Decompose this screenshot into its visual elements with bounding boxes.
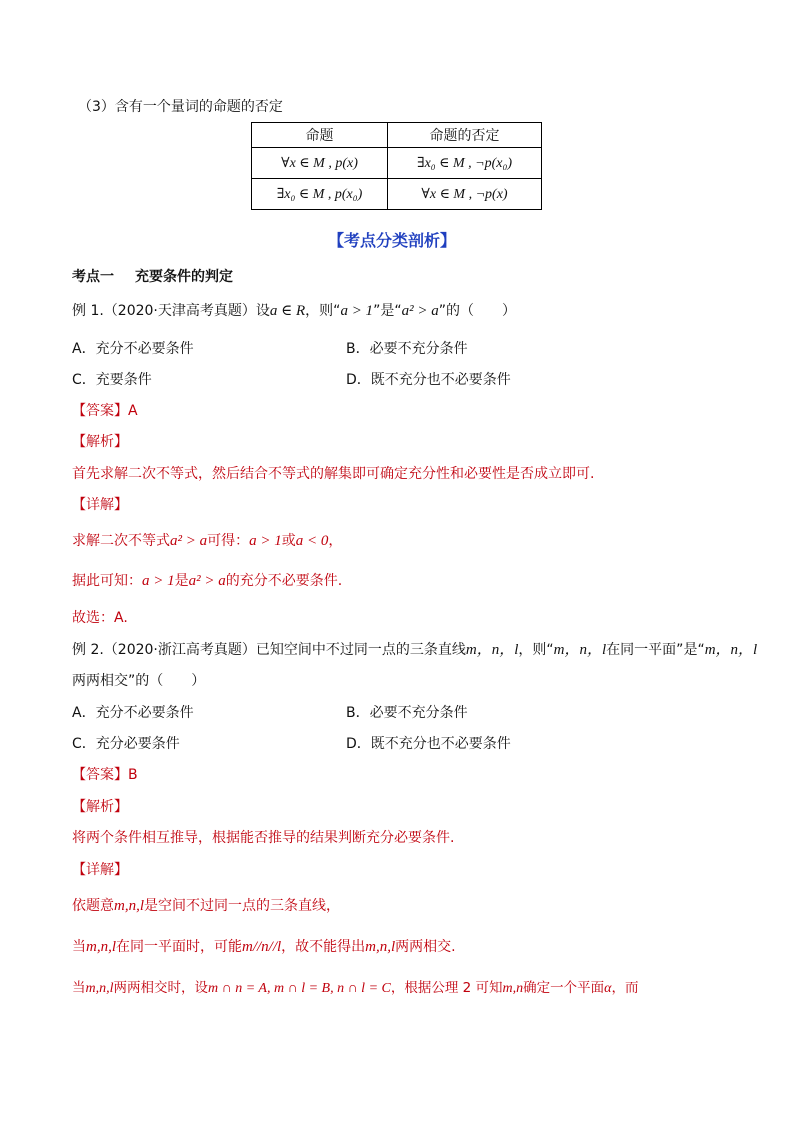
option-d: D．既不充分也不必要条件 — [346, 372, 511, 388]
math: α — [604, 981, 612, 996]
math: m ∩ n = A, m ∩ l = B, n ∩ l = C — [208, 981, 391, 996]
text: 是 — [174, 573, 189, 589]
math: a > 1 — [142, 573, 175, 589]
math: m，n，l — [553, 642, 607, 658]
math: m//n//l — [242, 939, 282, 955]
math: a < 0 — [295, 533, 329, 549]
analysis-label: 【解析】 — [72, 434, 128, 450]
math: m,n,l — [85, 981, 114, 996]
text: 在同一平面”是“ — [606, 642, 705, 658]
text: 或 — [281, 533, 296, 549]
example-1-question — [72, 300, 516, 320]
text: 例 1.（2020·天津高考真题）设 — [72, 303, 270, 319]
text: ，根据公理 2 可知 — [390, 980, 503, 996]
answer-label: 【答案】B — [72, 767, 138, 783]
text: 例 2.（2020·浙江高考真题）已知空间中不过同一点的三条直线 — [72, 642, 466, 658]
text: ”是“ — [373, 303, 402, 319]
text: 当 — [72, 939, 86, 955]
table-row — [252, 179, 542, 210]
detail-label: 【详解】 — [72, 497, 128, 513]
example-2-question — [72, 638, 757, 659]
text: 确定一个平面 — [523, 980, 605, 996]
answer-label: 【答案】A — [72, 403, 138, 419]
detail-line-2 — [72, 570, 342, 590]
text: 的充分不必要条件. — [225, 573, 343, 589]
text: 是空间不过同一点的三条直线， — [144, 898, 340, 914]
analysis-text: 将两个条件相互推导，根据能否推导的结果判断充分必要条件. — [72, 830, 455, 846]
section-title: 【考点分类剖析】 — [328, 231, 457, 250]
text: ”的（ ） — [438, 303, 516, 319]
detail-line-2 — [72, 936, 456, 956]
analysis-label: 【解析】 — [72, 799, 128, 815]
math: m,n,l — [114, 898, 144, 914]
math: a² > a — [170, 533, 208, 549]
text: 两两相交. — [395, 939, 456, 955]
text: ，则“ — [305, 303, 341, 319]
option-d: D．既不充分也不必要条件 — [346, 736, 511, 752]
table-cell: ∀x ∈ M , ¬p(x) — [388, 179, 542, 210]
math: a² > a — [401, 303, 439, 319]
text: ，故不能得出 — [281, 939, 366, 955]
text: 当 — [72, 980, 86, 996]
table-header-row — [252, 123, 542, 148]
math: m,n — [502, 981, 524, 996]
math: m,n,l — [86, 939, 116, 955]
text: ，而 — [611, 980, 639, 996]
math: m，n，l — [465, 642, 519, 658]
kaodian-label: 考点一 — [72, 269, 114, 285]
detail-line-3 — [72, 976, 639, 997]
detail-line-1 — [72, 530, 342, 550]
text: 可得： — [207, 533, 250, 549]
kaodian-title: 充要条件的判定 — [135, 269, 233, 285]
table-header: 命题的否定 — [388, 123, 542, 148]
math: a > 1 — [249, 533, 282, 549]
table-cell: ∃x₀ ∈ M , ¬p(x₀) — [388, 148, 542, 179]
analysis-text: 首先求解二次不等式，然后结合不等式的解集即可确定充分性和必要性是否成立即可. — [72, 466, 595, 482]
option-c: C．充要条件 — [72, 372, 152, 388]
math: a > 1 — [340, 303, 374, 319]
detail-line-1 — [72, 895, 340, 915]
table-header: 命题 — [252, 123, 388, 148]
math: m，n，l — [704, 642, 758, 658]
table-row — [252, 148, 542, 179]
math: m,n,l — [365, 939, 396, 955]
text: 依题意 — [72, 898, 114, 914]
option-b: B．必要不充分条件 — [346, 705, 468, 721]
option-b: B．必要不充分条件 — [346, 341, 468, 357]
text: ， — [328, 533, 343, 549]
table-cell: ∃x₀ ∈ M , p(x₀) — [252, 179, 388, 210]
section-3-heading: （3）含有一个量词的命题的否定 — [78, 99, 283, 115]
math: a² > a — [188, 573, 226, 589]
option-a: A．充分不必要条件 — [72, 705, 194, 721]
option-c: C．充分必要条件 — [72, 736, 180, 752]
text: 两两相交时，设 — [113, 980, 208, 996]
example-2-question-cont: 两两相交”的（ ） — [72, 673, 206, 689]
option-a: A．充分不必要条件 — [72, 341, 194, 357]
text: 据此可知： — [72, 573, 142, 589]
table-cell: ∀x ∈ M , p(x) — [252, 148, 388, 179]
detail-label: 【详解】 — [72, 862, 128, 878]
detail-line-3: 故选：A. — [72, 610, 128, 626]
text: ，则“ — [518, 642, 554, 658]
quantifier-negation-table — [251, 122, 542, 210]
text: 求解二次不等式 — [72, 533, 170, 549]
text: 在同一平面时，可能 — [116, 939, 242, 955]
math: a ∈ R — [269, 303, 306, 319]
